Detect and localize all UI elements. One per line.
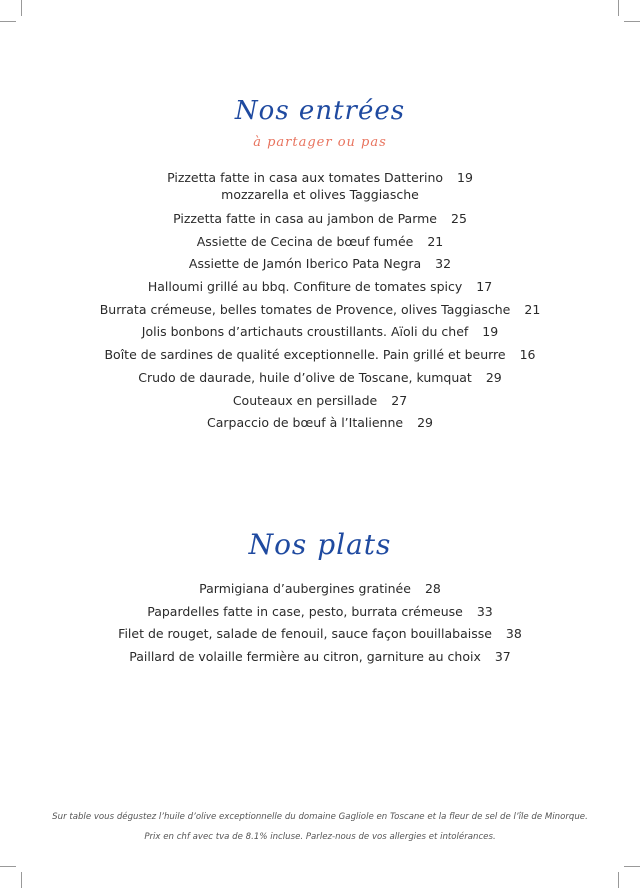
- item-price: 28: [424, 581, 441, 596]
- item-price: 27: [391, 392, 408, 408]
- item-name: Jolis bonbons d’artichauts croustillants. Aïoli du chef: [141, 324, 469, 340]
- item-price: 19: [482, 324, 499, 340]
- item-name: Crudo de daurade, huile d’olive de Toscane, kumquat: [138, 369, 472, 385]
- item-name: Papardelles fatte in case, pesto, burrata crémeuse: [147, 603, 463, 619]
- footer-note: Sur table vous dégustez l’huile d’olive exceptionnelle du domaine Gagliole en Toscane et la fleur de sel de l’île de Minorque.: [52, 812, 588, 822]
- menu-item: [0, 167, 640, 208]
- item-price: 25: [451, 211, 467, 226]
- item-name: Filet de rouget, salade de fenouil, sauce façon bouillabaisse: [118, 626, 492, 642]
- item-price: 16: [519, 347, 536, 363]
- item-price: 37: [494, 649, 511, 665]
- crop-mark: [21, 0, 22, 16]
- entrees-list: [0, 167, 640, 435]
- crop-mark: [624, 21, 640, 22]
- item-name: Halloumi grillé au bbq. Confiture de tomates spicy: [147, 279, 463, 295]
- item-name: Assiette de Cecina de bœuf fumée: [196, 233, 414, 249]
- item-name: Couteaux en persillade: [232, 392, 378, 408]
- menu-item: [0, 299, 640, 322]
- menu-item: [0, 390, 640, 413]
- entrees-subtitle: à partager ou pas: [253, 135, 387, 150]
- item-name: Burrata crémeuse, belles tomates de Provence, olives Taggiasche: [99, 301, 511, 317]
- item-price: 21: [427, 233, 444, 249]
- item-description: mozzarella et olives Taggiasche: [221, 187, 419, 202]
- item-name: Pizzetta fatte in casa aux tomates Datterino: [167, 170, 444, 185]
- item-name: Paillard de volaille fermière au citron, garniture au choix: [129, 649, 481, 665]
- menu-item: [0, 276, 640, 299]
- menu-item: [0, 321, 640, 344]
- item-price: 29: [485, 369, 502, 385]
- crop-mark: [0, 21, 16, 22]
- plats-title: Nos plats: [248, 528, 392, 561]
- item-name: Boîte de sardines de qualité exceptionnelle. Pain grillé et beurre: [104, 347, 506, 363]
- crop-mark: [618, 0, 619, 16]
- item-price: 32: [435, 256, 452, 272]
- crop-mark: [21, 872, 22, 888]
- menu-item: [0, 208, 640, 231]
- crop-mark: [624, 866, 640, 867]
- item-price: 29: [417, 415, 433, 431]
- item-price: 21: [524, 301, 541, 317]
- item-name: Carpaccio de bœuf à l’Italienne: [207, 415, 404, 431]
- entrees-title: Nos entrées: [234, 96, 406, 126]
- item-price: 33: [476, 603, 493, 619]
- item-price: 38: [505, 626, 522, 642]
- crop-mark: [618, 872, 619, 888]
- menu-item: [0, 623, 640, 646]
- menu-item: [0, 231, 640, 254]
- menu-item: [0, 344, 640, 367]
- item-name: Pizzetta fatte in casa au jambon de Parme: [173, 211, 438, 226]
- footer-prices-note: Prix en chf avec tva de 8.1% incluse. Parlez-nous de vos allergies et intolérances.: [144, 832, 496, 842]
- menu-item: [0, 578, 640, 601]
- menu-item: [0, 253, 640, 276]
- menu-item: [0, 646, 640, 669]
- item-name: Assiette de Jamón Iberico Pata Negra: [188, 256, 422, 272]
- menu-item: [0, 601, 640, 624]
- menu-item: [0, 367, 640, 390]
- plats-list: [0, 578, 640, 669]
- item-price: 17: [476, 279, 493, 295]
- menu-item: [0, 412, 640, 435]
- crop-mark: [0, 866, 16, 867]
- item-price: 19: [457, 170, 473, 185]
- item-name: Parmigiana d’aubergines gratinée: [199, 581, 411, 596]
